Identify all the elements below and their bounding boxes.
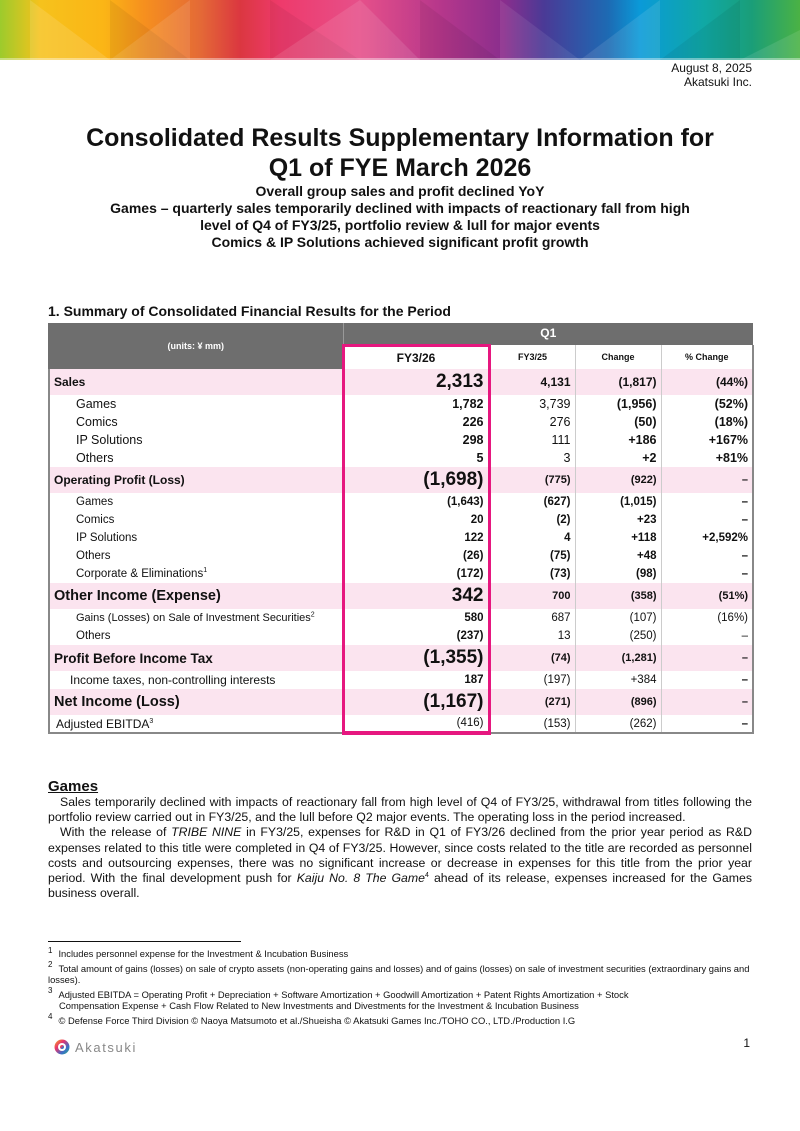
cell-fy25: 687 bbox=[551, 612, 571, 624]
table-row-adjusted-ebitda bbox=[49, 715, 753, 733]
cell-pct-change: +167% bbox=[661, 431, 753, 449]
row-label: Others bbox=[49, 449, 343, 467]
cell-fy25: (74) bbox=[489, 645, 575, 671]
row-label: Others bbox=[49, 627, 343, 645]
table-row bbox=[49, 511, 753, 529]
table-row bbox=[49, 529, 753, 547]
cell-fy26: (237) bbox=[343, 627, 489, 645]
cell-change: (107) bbox=[575, 609, 661, 627]
footnotes bbox=[48, 945, 752, 1029]
cell-fy26: 20 bbox=[343, 511, 489, 529]
cell-pct-change: – bbox=[661, 715, 753, 733]
cell-fy26: 226 bbox=[343, 413, 489, 431]
cell-pct-change: – bbox=[661, 627, 753, 645]
cell-change: (896) bbox=[575, 689, 661, 715]
footnote-ref: 4 bbox=[424, 871, 429, 879]
cell-change: (98) bbox=[575, 565, 661, 583]
footnote-3: $^3$ Adjusted EBITDA = Operating Profit + Depreciation + Software Amortization + Goodwill Amortization + Patent Rights Amortization + Stock Compensation Expense + Cash Flow Related to New Investments and Divestments for the Investment & Incubation Business bbox=[48, 986, 629, 1011]
title-kaiju-no-8: Kaiju No. 8 The Game bbox=[296, 871, 425, 886]
cell-change: (1,281) bbox=[575, 645, 661, 671]
cell-pct-change: – bbox=[661, 689, 753, 715]
company-name: Akatsuki Inc. bbox=[683, 75, 752, 89]
page-number: 1 bbox=[743, 1036, 750, 1050]
cell-change: +118 bbox=[575, 529, 661, 547]
footnote-ref: 3 bbox=[149, 717, 154, 725]
cell-pct-change: – bbox=[661, 511, 753, 529]
games-paragraph-2: With the release of TRIBE NINE in FY3/25, expenses for R&D in Q1 of FY3/26 declined from the prior year period as R&D expenses related to this title were completed in Q4 of FY3/25. However, since costs related to the title are recorded as personnel costs and outsourcing expenses, there was no significant increase or decrease in expenses for this title from the prior year period. With the final development push for Kaiju No. 8 The Game$^4$ ahead of its release, expenses increased for the Games business overall. bbox=[48, 825, 752, 901]
table-row-profit-before-tax bbox=[49, 645, 753, 671]
table-row bbox=[49, 627, 753, 645]
cell-fy26: (1,643) bbox=[343, 493, 489, 511]
row-label: Games bbox=[49, 395, 343, 413]
cell-fy25: 13 bbox=[557, 630, 571, 642]
games-section bbox=[48, 778, 752, 901]
cell-change: (358) bbox=[575, 583, 661, 609]
cell-pct-change: (16%) bbox=[661, 609, 753, 627]
subtitle-line: level of Q4 of FY3/25, portfolio review & lull for major events bbox=[200, 217, 600, 233]
table-row-other-income bbox=[49, 583, 753, 609]
cell-pct-change: – bbox=[661, 565, 753, 583]
cell-fy25: (271) bbox=[489, 689, 575, 715]
row-label: IP Solutions bbox=[49, 529, 343, 547]
table-row bbox=[49, 431, 753, 449]
cell-fy25: (153) bbox=[489, 715, 575, 733]
row-label: Others bbox=[49, 547, 343, 565]
cell-fy25: (73) bbox=[550, 568, 571, 580]
cell-fy25: 3 bbox=[563, 451, 571, 465]
cell-change: (922) bbox=[575, 467, 661, 493]
cell-fy25: 700 bbox=[489, 583, 575, 609]
cell-change: (1,817) bbox=[575, 369, 661, 395]
column-header-fy25: FY3/25 bbox=[489, 345, 575, 369]
cell-fy26: 580 bbox=[343, 609, 489, 627]
rainbow-banner-graphic bbox=[0, 0, 800, 60]
footnote-divider bbox=[48, 941, 241, 942]
units-header: (units: ¥ mm) bbox=[49, 323, 343, 369]
table-row-net-income bbox=[49, 689, 753, 715]
row-label: Comics bbox=[49, 511, 343, 529]
row-label: Net Income (Loss) bbox=[49, 689, 343, 715]
footnote-ref: 1 bbox=[203, 567, 208, 575]
cell-change: (1,956) bbox=[575, 395, 661, 413]
subtitle-line: Games – quarterly sales temporarily declined with impacts of reactionary fall from high bbox=[110, 200, 690, 216]
document-meta bbox=[671, 61, 752, 89]
row-label: IP Solutions bbox=[49, 431, 343, 449]
table-row bbox=[49, 413, 753, 431]
cell-change: +186 bbox=[575, 431, 661, 449]
cell-fy25: (75) bbox=[550, 550, 571, 562]
cell-fy26: 2,313 bbox=[343, 369, 489, 395]
cell-fy26: 187 bbox=[343, 671, 489, 689]
table-row bbox=[49, 565, 753, 583]
cell-change: +384 bbox=[575, 671, 661, 689]
akatsuki-logo-icon bbox=[54, 1039, 70, 1055]
table-row-sales bbox=[49, 369, 753, 395]
cell-fy26: (1,698) bbox=[343, 467, 489, 493]
cell-fy26: 298 bbox=[343, 431, 489, 449]
cell-fy26: (1,355) bbox=[343, 645, 489, 671]
cell-change: +23 bbox=[575, 511, 661, 529]
document-title-line2: Q1 of FYE March 2026 bbox=[268, 154, 532, 182]
cell-fy25: 3,739 bbox=[539, 397, 571, 411]
cell-change: (262) bbox=[575, 715, 661, 733]
company-logo bbox=[54, 1039, 137, 1055]
cell-pct-change: – bbox=[661, 645, 753, 671]
cell-fy26: (26) bbox=[343, 547, 489, 565]
table-row bbox=[49, 671, 753, 689]
cell-fy25: (2) bbox=[556, 514, 571, 526]
title-tribe-nine: TRIBE NINE bbox=[171, 825, 242, 840]
cell-pct-change: (51%) bbox=[661, 583, 753, 609]
table-row-operating-profit bbox=[49, 467, 753, 493]
financial-summary-table bbox=[48, 323, 752, 735]
row-label: Comics bbox=[49, 413, 343, 431]
table-row bbox=[49, 609, 753, 627]
section-heading: 1. Summary of Consolidated Financial Results for the Period bbox=[48, 303, 451, 319]
cell-pct-change: – bbox=[661, 547, 753, 565]
cell-pct-change: – bbox=[661, 493, 753, 511]
footnote-1: $^1$ Includes personnel expense for the Investment & Incubation Business bbox=[48, 945, 349, 959]
row-label: Games bbox=[49, 493, 343, 511]
cell-pct-change: (18%) bbox=[661, 413, 753, 431]
footnote-4: $^4$ © Defense Force Third Division © Naoya Matsumoto et al./Shueisha © Akatsuki Games Inc./TOHO CO., LTD./Production I.G bbox=[48, 1012, 576, 1026]
table-row bbox=[49, 395, 753, 413]
cell-fy25: (775) bbox=[489, 467, 575, 493]
games-paragraph-1: Sales temporarily declined with impacts of reactionary fall from high level of Q4 of FY3/25, withdrawal from titles following the portfolio review carried out in FY3/25, and the lull before Q2 major events. The operating loss in the period increased. bbox=[48, 795, 752, 825]
cell-pct-change: (44%) bbox=[661, 369, 753, 395]
cell-fy26: 5 bbox=[343, 449, 489, 467]
cell-fy26: (172) bbox=[343, 565, 489, 583]
column-header-pct-change: % Change bbox=[661, 345, 753, 369]
table-row bbox=[49, 449, 753, 467]
row-label: Income taxes, non-controlling interests bbox=[49, 671, 343, 689]
cell-pct-change: +2,592% bbox=[661, 529, 753, 547]
cell-fy25: (627) bbox=[543, 496, 571, 508]
cell-change: (250) bbox=[575, 627, 661, 645]
column-header-change: Change bbox=[575, 345, 661, 369]
row-label: Adjusted EBITDA$^3$ bbox=[49, 715, 343, 733]
table-row bbox=[49, 493, 753, 511]
row-label: Gains (Losses) on Sale of Investment Securities$^2$ bbox=[49, 609, 343, 627]
cell-pct-change: – bbox=[661, 467, 753, 493]
cell-change: +48 bbox=[575, 547, 661, 565]
table-row bbox=[49, 547, 753, 565]
cell-change: (1,015) bbox=[575, 493, 661, 511]
footnote-ref: 2 bbox=[310, 611, 315, 619]
cell-pct-change: (52%) bbox=[661, 395, 753, 413]
row-label: Other Income (Expense) bbox=[49, 583, 343, 609]
row-label: Sales bbox=[49, 369, 343, 395]
cell-fy26: (1,167) bbox=[343, 689, 489, 715]
logo-text: Akatsuki bbox=[75, 1039, 137, 1055]
cell-fy26: 342 bbox=[343, 583, 489, 609]
cell-change: +2 bbox=[575, 449, 661, 467]
document-date: August 8, 2025 bbox=[671, 61, 752, 75]
subtitle-line: Overall group sales and profit declined YoY bbox=[255, 183, 545, 199]
row-label: Operating Profit (Loss) bbox=[49, 467, 343, 493]
header-banner bbox=[0, 0, 800, 60]
games-heading: Games bbox=[48, 778, 99, 795]
cell-fy26: 1,782 bbox=[343, 395, 489, 413]
period-header: Q1 bbox=[343, 323, 753, 345]
title-block bbox=[0, 123, 800, 251]
cell-fy25: (197) bbox=[543, 674, 571, 686]
cell-fy26: 122 bbox=[343, 529, 489, 547]
row-label: Profit Before Income Tax bbox=[49, 645, 343, 671]
cell-fy26: (416) bbox=[343, 715, 489, 733]
cell-fy25: 4,131 bbox=[489, 369, 575, 395]
column-header-fy26: FY3/26 bbox=[343, 345, 489, 369]
cell-fy25: 111 bbox=[551, 433, 571, 447]
row-label: Corporate & Eliminations$^1$ bbox=[49, 565, 343, 583]
footnote-2: $^2$ Total amount of gains (losses) on sale of crypto assets (non-operating gains and losses) and of gains (losses) on sale of investment securities (extraordinary gains and losses). bbox=[48, 960, 750, 985]
subtitle-line: Comics & IP Solutions achieved significant profit growth bbox=[211, 234, 589, 250]
cell-fy25: 4 bbox=[564, 532, 571, 544]
cell-pct-change: +81% bbox=[661, 449, 753, 467]
cell-change: (50) bbox=[575, 413, 661, 431]
cell-fy25: 276 bbox=[549, 415, 571, 429]
document-title-line1: Consolidated Results Supplementary Information for bbox=[86, 124, 714, 152]
cell-pct-change: – bbox=[661, 671, 753, 689]
